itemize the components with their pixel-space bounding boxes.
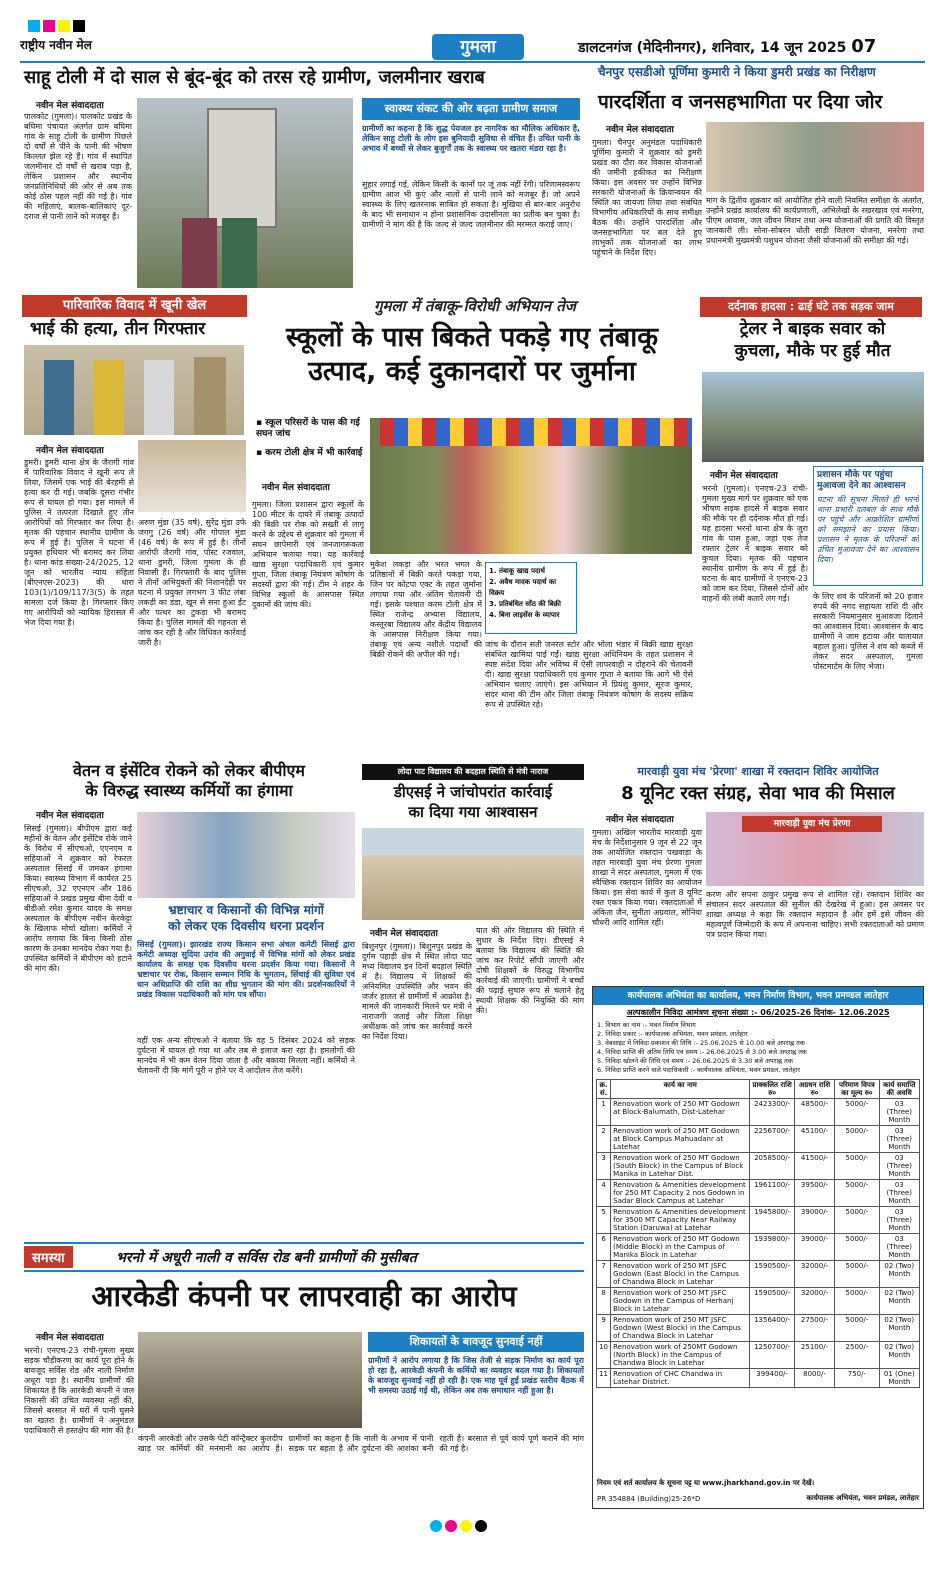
a4-bullet-2-text: करम टोली क्षेत्र में भी कार्रवाई (265, 448, 363, 458)
a4-body2: मुकेश लकड़ा और भरत भगत के प्रतिष्ठानों में बिक्री करते पकड़ा गया, जिन पर कोटपा एक्ट के तहत जुर्माना लगाया गया और अंतिम चेतावनी दी गई। इसके पश्चात करम टोली क्षेत्र में स्थित राजेन्द्र अभ्यास विद्यालय, कस्तूरबा विद्यालय और केंद्रीय विद्यालय के आसपास निरीक्षण किया गया। तंबाकू एवं अन्य नशीले पदार्थों की बिक्री रोकने की अपील की गई। (370, 560, 482, 659)
table-cell: 5000/- (835, 1315, 879, 1342)
a6-sub-body2: वहीं एक अन्य सीएचओ ने बताया कि वह 5 दिसंबर 2024 को सड़क दुर्घटना में घायल हो गया था और तब से इलाज करा रहा है। हमलोगों की मानदेय में भी कम वेतन दिया जाता है और बकाया मिलता नहीं। कर्मियों ने चेतावनी दी कि मांगें पूरी न होने पर वे आंदोलन तेज करेंगे। (137, 1036, 355, 1075)
table-cell: 1250700/- (750, 1342, 794, 1369)
table-cell: 5000/- (835, 1180, 879, 1207)
table-cell: 39000/- (794, 1234, 834, 1261)
a4-bullet-1-text: स्कूल परिसरों के पास की गई सघन जांच (256, 418, 360, 439)
a9-body: भरनो। एनएच-23 रांची-गुमला मुख्य सड़क चौड़ीकरण का कार्य पूरा होने के बावजूद सर्विस रोड और नाली निर्माण अधूरा पड़ा है। स्थानीय ग्रामीणों की शिकायत है कि आरकेडी कंपनी ने जल निकासी की उचित व्यवस्था नहीं की, जिससे बरसात में घरों में पानी घुसने का खतरा है। ग्रामीणों ने अनुमंडल पदाधिकारी से हस्तक्षेप की मांग की है। (24, 1346, 134, 1435)
tender-pr-no: PR 354884 (Building)25-26*D (597, 1495, 701, 1503)
table-cell: 399400/- (750, 1369, 794, 1388)
a2-byline: नवीन मेल संवाददाता (606, 125, 674, 135)
table-cell: 5000/- (835, 1099, 879, 1126)
table-cell: 2500/- (835, 1342, 879, 1369)
table-cell: 41500/- (794, 1153, 834, 1180)
table-cell: 6 (597, 1234, 611, 1261)
tender-meta (593, 1021, 923, 1075)
table-cell: 03 (Three) Month (879, 1234, 919, 1261)
a5-box-head: प्रशासन मौके पर पहुंचा मुआवजा देने का आश्वासन (817, 470, 906, 491)
tender-column-header: क्र. सं. (597, 1080, 611, 1099)
tender-column-header: कार्य का नाम (611, 1080, 750, 1099)
a7-headline-line1: डीएसई ने जांचोपरांत कार्रवाई (393, 783, 553, 801)
dateline (578, 36, 876, 57)
magenta-mark (43, 20, 55, 32)
section-tag: गुमला (432, 34, 524, 60)
table-cell: 39500/- (794, 1180, 834, 1207)
a2-photo (706, 122, 924, 192)
a5-highlight-box (813, 466, 923, 586)
table-cell: 1945800/- (750, 1207, 794, 1234)
tender-table-header (597, 1080, 920, 1099)
table-row (597, 1180, 920, 1207)
table-cell: 01 (One) Month (879, 1369, 919, 1388)
a3-photo (24, 345, 244, 435)
table-row (597, 1342, 920, 1369)
registration-marks-top (28, 20, 85, 32)
a4-byline: नवीन मेल संवाददाता (262, 483, 330, 493)
table-cell: 5000/- (835, 1126, 879, 1153)
a2-kicker: चैनपुर एसडीओ पूर्णिमा कुमारी ने किया डुमरी प्रखंड का निरीक्षण (598, 65, 876, 79)
a9-kicker-bar (24, 1242, 584, 1272)
tender-signature: कार्यपालक अभियंता, भवन प्रमंडल, लातेहार (806, 1494, 919, 1502)
table-cell: Renovation work of 250 MT Godown at Block Campus Mahuadanr at Latehar (611, 1126, 750, 1153)
table-cell: Renovation & Amenities development for 3500 MT Capacity Near Railway Station (Daruwa) at Latehar (611, 1207, 750, 1234)
a6-sub-headline-line1: भ्रष्टाचार व किसानों की विभिन्न मांगों (168, 903, 324, 917)
a5-kicker: दर्दनाक हादसा : ढाई घंटे तक सड़क जाम (700, 297, 922, 317)
table-row (597, 1369, 920, 1388)
table-cell: 02 (Two) Month (879, 1342, 919, 1369)
table-cell: 750/- (835, 1369, 879, 1388)
a9-sub-body: ग्रामीणों ने आरोप लगाया है कि जिस तेजी से सड़क निर्माण का कार्य पूरा हो रहा है, आरकेडी कंपनी के कर्मियों का व्यवहार बदल गया है। शिकायतों के बावजूद सुनवाई नहीं हो रही है। एक माह पूर्व हुई प्रखंड स्तरीय बैठक में भी समस्या उठाई गई थी, लेकिन अब तक समाधान नहीं हुआ है। (368, 1356, 584, 1395)
a8-byline: नवीन मेल संवाददाता (606, 815, 674, 825)
table-cell: 5000/- (835, 1288, 879, 1315)
table-cell: 5000/- (835, 1234, 879, 1261)
a3-body: डुमरी। डुमरी थाना क्षेत्र के जैरागी गांव में पारिवारिक विवाद ने खूनी रूप ले लिया, जिसमें एक भाई की बेरहमी से हत्या कर दी गई। जबकि दूसरा गंभीर रूप से घायल हो गया। इस मामले में पुलिस ने तत्परता दिखाते हुए तीन आरोपियों को गिरफ्तार कर लिया है। मृतक की पहचान स्थानीय ग्रामीण के रूप में हुई है। पुलिस ने घटना में प्रयुक्त हथियार भी बरामद कर लिया है। थाना कांड संख्या-24/2025, 12 जून को भारतीय न्याय संहिता (बीएनएस-2023) की धारा 103(1)/109/117/3(5) के तहत मामला दर्ज किया है। गिरफ्तार किए गए आरोपियों को न्यायिक हिरासत में भेज दिया गया है। (24, 458, 134, 627)
table-cell: 1 (597, 1099, 611, 1126)
table-cell: 48500/- (794, 1099, 834, 1126)
table-cell: Renovation work of 250MT Godown (North Block) in the Campus of Chandwa Block in Latehar (611, 1342, 750, 1369)
table-cell: 03 (Three) Month (879, 1126, 919, 1153)
table-cell: 1961100/- (750, 1180, 794, 1207)
a1-byline: नवीन मेल संवाददाता (36, 101, 104, 111)
table-cell: 5000/- (835, 1153, 879, 1180)
table-cell: 02 (Two) Month (879, 1288, 919, 1315)
tender-column-header: परिमाण विपत्र का मूल्य रु० (835, 1080, 879, 1099)
a4-photo (370, 418, 692, 554)
a1-body2: ग्रामीणों का कहना है कि शुद्ध पेयजल हर नागरिक का मौलिक अधिकार है, लेकिन साहू टोली के लोग इस बुनियादी सुविधा से वंचित हैं। उचित पानी के अभाव में बच्चों से लेकर बुजुर्गों तक के स्वास्थ्य पर खतरा मंडरा रहा है। (362, 124, 580, 153)
table-row (597, 1099, 920, 1126)
table-cell: Renovation work of 250 MT JSFC Godown (West Block) in the Campus of Chandwa Block in Latehar (611, 1315, 750, 1342)
table-cell: 02 (Two) Month (879, 1261, 919, 1288)
a4-headline-line2: उत्पाद, कई दुकानदारों पर जुर्माना (308, 356, 636, 387)
table-cell: Renovation work of 250 MT Godown at Block-Balumath, Dist-Latehar (611, 1099, 750, 1126)
a8-headline: 8 यूनिट रक्त संग्रह, सेवा भाव की मिसाल (621, 783, 895, 804)
a5-box-body: घटना की सूचना मिलते ही भरनो थाना प्रभारी दलबल के साथ मौके पर पहुंचे और आक्रोशित ग्रामीणों को समझाने का प्रयास किया। प्रशासन ने मृतक के परिजनों को उचित मुआवजा देने का आश्वासन दिया। (817, 495, 919, 564)
table-cell: 2256700/- (750, 1126, 794, 1153)
cyan-mark (28, 20, 40, 32)
table-row (597, 1153, 920, 1180)
table-cell: Renovation work of 250 MT JSFC Godown in the Campus of Herhanj Block in Latehar (611, 1288, 750, 1315)
table-cell: 1590500/- (750, 1261, 794, 1288)
table-cell: 03 (Three) Month (879, 1207, 919, 1234)
a9-byline: नवीन मेल संवाददाता (36, 1333, 104, 1343)
a8-body2: करण और सपना ठाकुर प्रमुख रूप से शामिल रहे। रक्तदान शिविर का संचालन सदर अस्पताल की सुनील की देखरेख में हुआ। इस अवसर पर शाखा अध्यक्ष ने कहा कि रक्तदान महादान है और हमें इसे जीवन की महत्वपूर्ण जिम्मेदारी के रूप में अपनाना चाहिए। सभी रक्तदाताओं को प्रमाण पत्र प्रदान किया गया। (706, 890, 924, 939)
a3-body2: अरुण मुंडा (35 वर्ष), सुरेंद्र मुंडा उर्फ जगगु (26 वर्ष) और गोपाल मुंडा (46 वर्ष) के रूप में हुई है। तीनों आरोपी जैरागी गांव, पोस्ट रजवाल, थाना डुमरी, जिला गुमला के ही निवासी हैं। गिरफ्तारी के बाद पुलिस ने तीनों अभियुक्तों की निशानदेही पर घटना में प्रयुक्त लगभग 3 फीट लंबा लकड़ी का डंडा, खून से सना हुआ ईंट और पत्थर का टुकड़ा भी बरामद किया है। पुलिस मामले की गहनता से जांच कर रही है और विधिवत कार्रवाई जारी है। (138, 518, 246, 647)
a4-body3: जांच के दौरान सती जनरल स्टोर और भोला भंडार में बिक्री खाद्य सुरक्षा संबंधित खामियां पाई गईं। खाद्य सुरक्षा अधिनियम के तहत प्रशासन ने स्पष्ट संदेश दिया और भविष्य में ऐसी लापरवाही न दोहराने की चेतावनी दी। खाद्य सुरक्षा पदाधिकारी एवं कुमार गुप्ता ने बताया कि आगे भी ऐसे अभियान चलाए जाएंगे। इस अभियान में प्रियंशु कुमार, सूरज कुमार, सदर थाना की टीम और जिला तंबाकू नियंत्रण कोषांग के सदस्य सक्रिय रूप से उपस्थित रहे। (485, 640, 693, 709)
table-cell: 2423300/- (750, 1099, 794, 1126)
table-cell: Renovation work of 250 MT JSFC Godown (East Block) in the Campus of Chandwa Block in Latehar (611, 1261, 750, 1288)
a9-headline: आरकेडी कंपनी पर लापरवाही का आरोप (91, 1279, 517, 1313)
table-cell: 8 (597, 1288, 611, 1315)
a7-photo (362, 828, 584, 920)
table-cell: Renovation of CHC Chandwa in Latehar District. (611, 1369, 750, 1388)
tender-meta-line: 3. वेबसाइट में निविदा प्रकाशन की तिथि :- 25.06.2025 से 10.00 बजे अपराह्न तक (597, 1039, 805, 1047)
a6-photo (137, 812, 355, 898)
a1-subhead: स्वास्थ्य संकट की ओर बढ़ता ग्रामीण समाज (362, 98, 580, 120)
magenta-mark (445, 1520, 457, 1532)
table-cell: 2 (597, 1126, 611, 1153)
yellow-mark (460, 1520, 472, 1532)
a5-photo (702, 372, 924, 462)
tender-meta-line: 5. निविदा खोलने की तिथि एवं समय :- 26.06.2025 से 3.30 बजे अपराह्न तक (597, 1057, 793, 1065)
a6-headline-line1: वेतन व इंसेंटिव रोकने को लेकर बीपीएम (73, 761, 305, 780)
tender-notice (592, 986, 924, 1509)
a4-headline-line1: स्कूलों के पास बिकते पकड़े गए तंबाकू (286, 322, 658, 353)
table-cell: 5 (597, 1207, 611, 1234)
header-rule (20, 61, 925, 63)
tender-table (596, 1079, 920, 1388)
a8-photo-banner: मारवाड़ी युवा मंच प्रेरणा (742, 816, 882, 832)
a4-body: गुमला। जिला प्रशासन द्वारा स्कूलों के 100 मीटर के दायरे में तंबाकू उत्पादों की बिक्री पर रोक को सख्ती से लागू करने के उद्देश्य से शुक्रवार को गुमला में सघन छापेमारी एवं जनजागरूकता अभियान चलाया गया। यह कार्रवाई खाद्य सुरक्षा पदाधिकारी एवं कुमार गुप्ता, जिला तंबाकू नियंत्रण कोषांग के सदस्यों द्वारा की गई। टीम ने शहर के विभिन्न स्कूलों के आसपास स्थित दुकानों की जांच की। (252, 500, 364, 609)
dateline-text: डालटनगंज (मेदिनीनगर), शनिवार, 14 जून 2025 (578, 40, 847, 56)
a5-body: भरनो (गुमला)। एनएच-23 रांची-गुमला मुख्य मार्ग पर शुक्रवार को एक भीषण सड़क हादसे में बाइक सवार की मौके पर ही दर्दनाक मौत हो गई। यह हादसा भरनो थाना क्षेत्र के जुरा गांव के पास हुआ, जहां एक तेज रफ्तार ट्रेलर ने बाइक सवार को कुचल दिया। मृतक की पहचान स्थानीय ग्रामीण के रूप में हुई है। घटना के बाद ग्रामीणों ने एनएच-23 को जाम कर दिया, जिससे दोनों ओर वाहनों की लंबी कतारें लग गईं। (702, 484, 808, 603)
table-cell: 32000/- (794, 1288, 834, 1315)
table-row (597, 1288, 920, 1315)
tender-column-header: प्राक्कलित राशि रु० (750, 1080, 794, 1099)
masthead: राष्ट्रीय नवीन मेल (20, 38, 92, 52)
tender-meta-line: 6. निविदा प्राप्ति करने वाले पदाधिकारी :- कार्यपालक अभियंता, भवन प्रमंडल, लातेहार (597, 1066, 801, 1074)
table-cell: Renovation work of 250 MT Godown (South Block) in the Campus of Block Manika in Latehar Dist. (611, 1153, 750, 1180)
table-cell: 03 (Three) Month (879, 1180, 919, 1207)
a4-list-item: 3. प्रतिबंधित सोंठ की बिक्री (489, 600, 561, 608)
a9-body2: कंपनी आरकेडी और उसके पेटी कॉन्ट्रैक्टर कुलदीप खाड़ पर कर्मियों की मनमानी का आरोप है। ग्रामीणों का कहना है कि नाली के अभाव में पानी सड़क पर बहता है और दुर्घटना की आशंका बनी रहती है। बरसात से पूर्व कार्य पूर्ण कराने की मांग की गई है। (138, 1434, 584, 1453)
a4-list-item: 2. अवैध मादक पदार्थ का विक्रय (489, 578, 557, 597)
table-cell: Renovation work of 250 MT Godown (Middle Block) in the Campus of Manika Block in Latehar (611, 1234, 750, 1261)
a1-body3: सुहार लगाई गई, लेकिन किसी के कानों पर जूं तक नहीं रेंगी। परिणामस्वरूप ग्रामीण आज भी कुएं और नालों से पानी लाने को मजबूर हैं। जो अपने स्वास्थ्य के लिए खतरनाक साबित हो सकता है। मुखिया से बार-बार अनुरोध के बाद भी समाधान न होना प्रशासनिक उदासीनता का प्रतीक बन चुका है। ग्रामीणों ने मांग की है कि जल्द से जल्द जलमीनार की मरम्मत कराई जाए। (362, 180, 580, 229)
table-cell: 4 (597, 1180, 611, 1207)
a7-byline: नवीन मेल संवाददाता (370, 929, 438, 939)
table-cell: 1939800/- (750, 1234, 794, 1261)
a2-body: गुमला। चैनपुर अनुमंडल पदाधिकारी पूर्णिमा कुमारी ने शुक्रवार को डुमरी प्रखंड का दौरा कर विकास योजनाओं की जमीनी हकीकत का निरीक्षण किया। इस अवसर पर उन्होंने विभिन्न सरकारी योजनाओं के क्रियान्वयन की स्थिति का जायजा लिया तथा संबंधित विभागीय अधिकारियों के साथ समीक्षा बैठक की। उन्होंने पारदर्शिता और जनसहभागिता पर बल देते हुए लाभुकों तक योजनाओं का लाभ पहुंचाने के निर्देश दिए। (592, 138, 702, 257)
tender-table-body (597, 1099, 920, 1388)
a3-headline: भाई की हत्या, तीन गिरफ्तार (30, 319, 206, 339)
a8-kicker: मारवाड़ी युवा मंच 'प्रेरणा' शाखा में रक्तदान शिविर आयोजित (637, 765, 879, 778)
a6-headline-line2: के विरुद्ध स्वास्थ्य कर्मियों का हंगामा (85, 781, 293, 800)
a9-kicker: भरनो में अधूरी नाली व सर्विस रोड बनी ग्रामीणों की मुसीबत (116, 1250, 417, 1266)
a9-photo (138, 1332, 362, 1428)
a3-byline: नवीन मेल संवाददाता (36, 446, 104, 456)
a7-headline-line2: का दिया गया आश्वासन (408, 803, 538, 821)
table-cell: 1590500/- (750, 1288, 794, 1315)
a8-photo (706, 812, 924, 886)
table-cell: 39000/- (794, 1207, 834, 1234)
a9-tag: समस्या (24, 1246, 73, 1268)
a5-headline-line2: कुचला, मौके पर हुई मौत (734, 341, 891, 361)
table-row (597, 1207, 920, 1234)
table-cell: 3 (597, 1153, 611, 1180)
table-cell: 7 (597, 1261, 611, 1288)
a2-body2: मांग के द्वितीय शुक्रवार को आयोजित होने वाली नियमित समीक्षा के अंतर्गत, उन्होंने प्रखंड कार्यालय की कार्यप्रणाली, अभिलेखों के रखरखाव एवं मनरेगा, पीएम आवास, जल जीवन मिशन तथा अन्य योजनाओं की प्रगति की विस्तृत जानकारी ली। सोना-सोबरन धोती साड़ी वितरण योजना, मनरेगा तथा प्रधानमंत्री मुख्यमंत्री पशुधन योजना जैसी योजनाओं की समीक्षा की गई। (706, 196, 924, 245)
a4-list-item: 1. तंबाकू खाद्य पदार्थ (489, 567, 545, 575)
a5-byline: नवीन मेल संवाददाता (710, 471, 778, 481)
table-cell: 27500/- (794, 1315, 834, 1342)
table-row (597, 1234, 920, 1261)
table-cell: 8000/- (794, 1369, 834, 1388)
a9-subhead: शिकायतों के बावजूद सुनवाई नहीं (368, 1332, 584, 1352)
table-cell: 03 (Three) Month (879, 1099, 919, 1126)
a4-list-box (485, 562, 577, 634)
tender-meta-line: 4. निविदा प्राप्ति की अंतिम तिथि एवं समय :- 26.06.2025 से 3.00 बजे अपराह्न तक (597, 1048, 807, 1056)
table-cell: Renovation & Amenities development for 250 MT Capacity 2 nos Godown in Sadar Block Campus at Latehar (611, 1180, 750, 1207)
table-row (597, 1126, 920, 1153)
a1-photo (137, 98, 353, 288)
a5-body2: के लिए शव के परिजनों को 20 हजार रुपये की नगद सहायता राशि दी और सरकारी नियमानुसार मुआवजा दिलाने का आश्वासन दिया। आश्वासन के बाद ग्रामीणों ने जाम हटाया और यातायात बहाल हुआ। पुलिस ने शव को कब्जे में लेकर सदर अस्पताल, गुमला पोस्टमार्टम के लिए भेजा। (813, 592, 923, 671)
a6-sub-headline-line2: को लेकर एक दिवसीय धरना प्रदर्शन (168, 919, 324, 933)
a6-byline: नवीन मेल संवाददाता (36, 811, 104, 821)
table-cell: 5000/- (835, 1207, 879, 1234)
a3-headline-band: पारिवारिक विवाद में खूनी खेल (22, 295, 247, 317)
table-cell: 10 (597, 1342, 611, 1369)
table-cell: 9 (597, 1315, 611, 1342)
tender-meta-line: 1. विभाग का नाम :- भवन निर्माण विभाग (597, 1021, 696, 1029)
table-cell: 32000/- (794, 1261, 834, 1288)
yellow-mark (58, 20, 70, 32)
table-cell: 2058500/- (750, 1153, 794, 1180)
table-cell: 11 (597, 1369, 611, 1388)
a8-body: गुमला। अखिल भारतीय मारवाड़ी युवा मंच के निर्देशानुसार 9 जून से 22 जून तक आयोजित रक्तदान पखवाड़ा के तहत मारवाड़ी युवा मंच प्रेरणा गुमला शाखा ने सदर अस्पताल, गुमला में एक स्वैच्छिक रक्तदान शिविर का आयोजन किया। इस सेवा कार्य में कुल 8 यूनिट रक्त एकत्र किया गया। रक्तदाताओं में अंकिता जैन, सुनीता अग्रवाल, सोनिया चौधरी आदि शामिल रहीं। (592, 828, 702, 927)
a4-kicker: गुमला में तंबाकू-विरोधी अभियान तेज (374, 297, 576, 315)
a6-sub-body: सिसई (गुमला)। झारखंड राज्य किसान सभा अंचल कमेटी सिसई द्वारा कमेटी अध्यक्ष सुदिया उरांव की अगुवाई में विभिन्न मांगों को लेकर प्रखंड कार्यालय के समक्ष एक दिवसीय धरना प्रदर्शन किया गया। किसानों ने भ्रष्टाचार पर रोक, किसान सम्मान निधि के भुगतान, सिंचाई की सुविधा एवं धान अधिप्राप्ति की राशि का शीघ्र भुगतान की मांग की। प्रदर्शनकारियों ने प्रखंड विकास पदाधिकारी को मांग पत्र सौंपा। (137, 940, 355, 999)
table-cell: 45100/- (794, 1126, 834, 1153)
a1-body: पालकोट (गुमला)। पालकोट प्रखंड के बघिमा पंचायत अंतर्गत ग्राम बघिमा गांव के साहू टोली के ग्रामीण पिछले दो वर्षों से पीने के पानी की भीषण किल्लत झेल रहे हैं। गांव में स्थापित जलमीनार दो वर्षों से खराब पड़ा है, लेकिन प्रशासन और स्थानीय जनप्रतिनिधियों की ओर से अब तक कोई ठोस पहल नहीं की गई है। गांव की महिलाएं, बालक-बालिकाएं दूर-दराज से पानी लाने को मजबूर हैं। (24, 112, 132, 221)
registration-marks-bottom (430, 1520, 487, 1532)
a7-body2: यात की ओर विद्यालय की स्थिति में सुधार के निर्देश दिए। डीएसई ने बताया कि विद्यालय की स्थिति की जांच कर रिपोर्ट सौंपी जाएगी और दोषी शिक्षकों के विरुद्ध विभागीय कार्रवाई की जाएगी। ग्रामीणों ने बच्चों की पढ़ाई सुचारु रूप से चलाने हेतु स्थायी शिक्षक की नियुक्ति की मांग की। (476, 926, 584, 1015)
page-number: 07 (851, 36, 877, 57)
table-row (597, 1261, 920, 1288)
black-mark (73, 20, 85, 32)
cyan-mark (430, 1520, 442, 1532)
a5-headline-line1: ट्रेलर ने बाइक सवार को (739, 319, 886, 339)
a7-kicker: लोदा पाट विद्यालय की बदहाल स्थिति से मंत्री नाराज (362, 764, 584, 780)
black-mark (475, 1520, 487, 1532)
table-cell: 5000/- (835, 1261, 879, 1288)
tender-column-header: अग्रधन राशि रु० (794, 1080, 834, 1099)
table-cell: 25100/- (794, 1342, 834, 1369)
a1-headline: साहू टोली में दो साल से बूंद-बूंद को तरस रहे ग्रामीण, जलमीनार खराब (24, 67, 485, 88)
tender-column-header: कार्य समाप्ति की अवधि (879, 1080, 919, 1099)
table-cell: 03 (Three) Month (879, 1153, 919, 1180)
a4-list-item: 4. बिना लाइसेंस के व्यापार (489, 611, 560, 619)
tender-office: कार्यपालक अभियंता का कार्यालय, भवन निर्माण विभाग, भवन प्रमण्डल लातेहार (593, 987, 923, 1005)
tender-title: अल्पकालीन निविदा आमंत्रण सूचना संख्या :- 06/2025-26 दिनांक- 12.06.2025 (626, 1008, 890, 1017)
tender-meta-line: 2. निविदा प्रकार :- कार्यपालक अभियंता, भवन प्रमंडल, लातेहार (597, 1030, 748, 1038)
a4-bullet-1: ▪ स्कूल परिसरों के पास की गई सघन जांच (256, 418, 360, 439)
a6-body: सिसई (गुमला)। बीपीएम द्वारा कई महीनों के वेतन और इंसेंटिव रोके जाने के विरोध में सीएचओ, एएनएम व सहियाओं ने शुक्रवार को रेफरल अस्पताल सिसई में जमकर हंगामा किया। स्वास्थ्य विभाग में कार्यरत 25 सीएचओ, 32 एएनएम और 186 सहियाओं ने प्रखंड प्रमुख बीना देवी व बीडीओ रमेश कुमार यादव के समक्ष अस्पताल के बीपीएम नवीन केरकेट्टा के खिलाफ मोर्चा खोला। कर्मियों ने आरोप लगाया कि बिना किसी ठोस कारण के उनका मानदेय रोका गया है। उपस्थित कर्मियों ने बीपीएम को हटाने की मांग की। (24, 824, 132, 973)
table-row (597, 1315, 920, 1342)
a7-body: बिशुनपुर (गुमला)। बिशुनपुर प्रखंड के दुर्गम पहाड़ी क्षेत्र में स्थित लोदा पाट मध्य विद्यालय इन दिनों बदहाल स्थिति में है। विद्यालय में शिक्षकों की अनियमित उपस्थिति और भवन की जर्जर हालत से ग्रामीणों में आक्रोश है। मामले की जानकारी मिलने पर मंत्री ने नाराजगी जताई और जिला शिक्षा अधीक्षक को जांच कर कार्रवाई करने का निर्देश दिया। (362, 942, 472, 1041)
a2-headline: पारदर्शिता व जनसहभागिता पर दिया जोर (598, 91, 883, 113)
table-cell: 1356400/- (750, 1315, 794, 1342)
a4-bullet-2: ▪ करम टोली क्षेत्र में भी कार्रवाई (256, 448, 363, 458)
tender-footer: नियम एवं शर्त कार्यालय के सूचना पट्ट या www.jharkhand.gov.in पर देखें। (597, 1479, 815, 1487)
table-cell: 02 (Two) Month (879, 1315, 919, 1342)
a3-evidence-photo (138, 440, 246, 512)
